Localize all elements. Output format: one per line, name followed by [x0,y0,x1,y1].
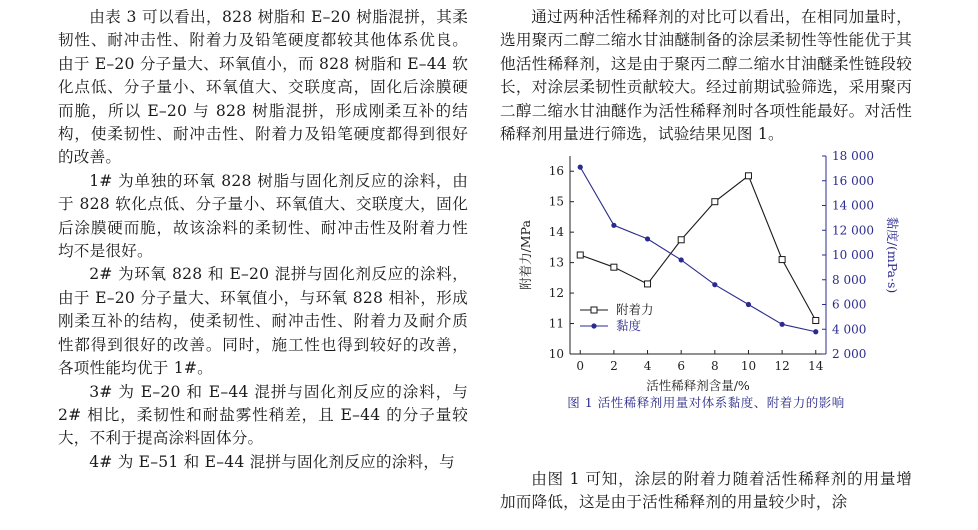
right-y-tick-label: 10 000 [832,248,874,263]
legend-marker-circle [591,324,596,329]
left-y-tick-label: 10 [548,347,564,362]
x-tick-label: 14 [808,359,824,374]
data-point-square [645,281,651,287]
x-axis-title: 活性稀释剂含量/% [646,378,750,394]
data-point-square [577,252,583,258]
body-paragraph: 2# 为环氧 828 和 E–20 混拼与固化剂反应的涂料，由于 E–20 分子量大、环氧值小，与环氧 828 相补，形成刚柔互补的结构，使柔韧性、耐冲击性、附着力及耐介质性都得到很好的改善。同时，施工性也得到较好的改善，各项性能均优于 1#。 [58,265,468,378]
right-y-tick-label: 16 000 [832,174,874,189]
legend [580,302,654,333]
series-line-left [580,176,816,321]
data-point-circle [578,165,583,170]
left-text-column [58,0,468,474]
left-y-tick-label: 11 [548,316,564,331]
right-y-axis-title: 黏度/(mPa·s) [885,217,900,294]
figure-1 [500,146,912,416]
data-point-circle [813,330,818,335]
right-y-tick-label: 12 000 [832,223,874,238]
right-y-tick-label: 14 000 [832,198,874,213]
data-point-circle [712,283,717,288]
x-tick-label: 0 [576,359,585,374]
body-paragraph: 1# 为单独的环氧 828 树脂与固化剂反应的涂料，由于 828 软化点低、分子量小、环氧值大、交联度大，固化后涂膜硬而脆，故该涂料的柔韧性、耐冲击性及附着力性均不是很好。 [58,171,468,261]
data-point-circle [780,322,785,327]
right-y-tick-label: 18 000 [832,149,874,164]
data-point-circle [679,258,684,263]
x-tick-label: 4 [643,359,652,374]
legend-label: 附着力 [616,302,654,318]
series-layer [577,165,819,335]
legend-label: 黏度 [616,318,642,334]
data-point-circle [645,237,650,242]
left-y-tick-label: 14 [548,225,564,240]
right-y-tick-label: 2 000 [832,347,867,362]
right-text-column [500,0,912,530]
body-paragraph: 4# 为 E–51 和 E–44 混拼与固化剂反应的涂料，与 [89,452,455,471]
data-point-square [611,265,617,271]
x-tick-label: 10 [740,359,757,374]
x-tick-label: 6 [677,359,685,374]
body-paragraph: 由图 1 可知，涂层的附着力随着活性稀释剂的用量增加而降低，这是由于活性稀释剂的用量较少时，涂 [500,470,912,512]
x-tick-label: 2 [610,359,618,374]
data-point-square [678,237,684,243]
x-tick-label: 12 [774,359,790,374]
data-point-square [712,199,718,205]
x-tick-label: 8 [711,359,719,374]
left-y-axis-title: 附着力/MPa [518,220,533,291]
data-point-square [745,173,751,179]
left-y-tick-label: 12 [548,286,564,301]
data-point-circle [611,223,616,228]
right-y-tick-label: 8 000 [832,273,867,288]
left-y-tick-label: 16 [548,164,564,179]
body-paragraph: 通过两种活性稀释剂的对比可以看出，在相同加量时，选用聚丙二醇二缩水甘油醚制备的涂层柔韧性等性能优于其他活性稀释剂，这是由于聚丙二醇二缩水甘油醚柔性链段较长，对涂层柔韧性贡献较大。经过前期试验筛选，采用聚丙二醇二缩水甘油醚作为活性稀释剂时各项性能最好。对活性稀释剂用量进行筛选，试验结果见图 1。 [500,8,912,144]
right-y-tick-label: 4 000 [832,322,867,337]
axes-layer [518,149,900,393]
legend-marker-square [591,307,597,313]
left-y-tick-label: 15 [548,195,564,210]
left-y-tick-label: 13 [548,256,564,271]
figure-caption: 图 1 活性稀释剂用量对体系黏度、附着力的影响 [567,395,845,411]
chart-svg [500,146,912,396]
data-point-square [779,257,785,263]
body-paragraph: 3# 为 E–20 和 E–44 混拼与固化剂反应的涂料，与 2# 相比，柔韧性和耐盐雾性稍差，且 E–44 的分子量较大，不利于提高涂料固体分。 [58,382,468,448]
data-point-circle [746,302,751,307]
right-y-tick-label: 6 000 [832,297,867,312]
data-point-square [813,318,819,324]
body-paragraph: 由表 3 可以看出，828 树脂和 E–20 树脂混拼，其柔韧性、耐冲击性、附着力及铅笔硬度都较其他体系优良。由于 E–20 分子量大、环氧值小，而 828 树脂和 E–44 软化点低、分子量小、环氧值大、交联度高，固化后涂膜硬而脆，所以 E–20 与 828 树脂混拼，形成刚柔互补的结构，使柔韧性、耐冲击性、附着力及铅笔硬度都得到很好的改善。 [58,8,468,167]
